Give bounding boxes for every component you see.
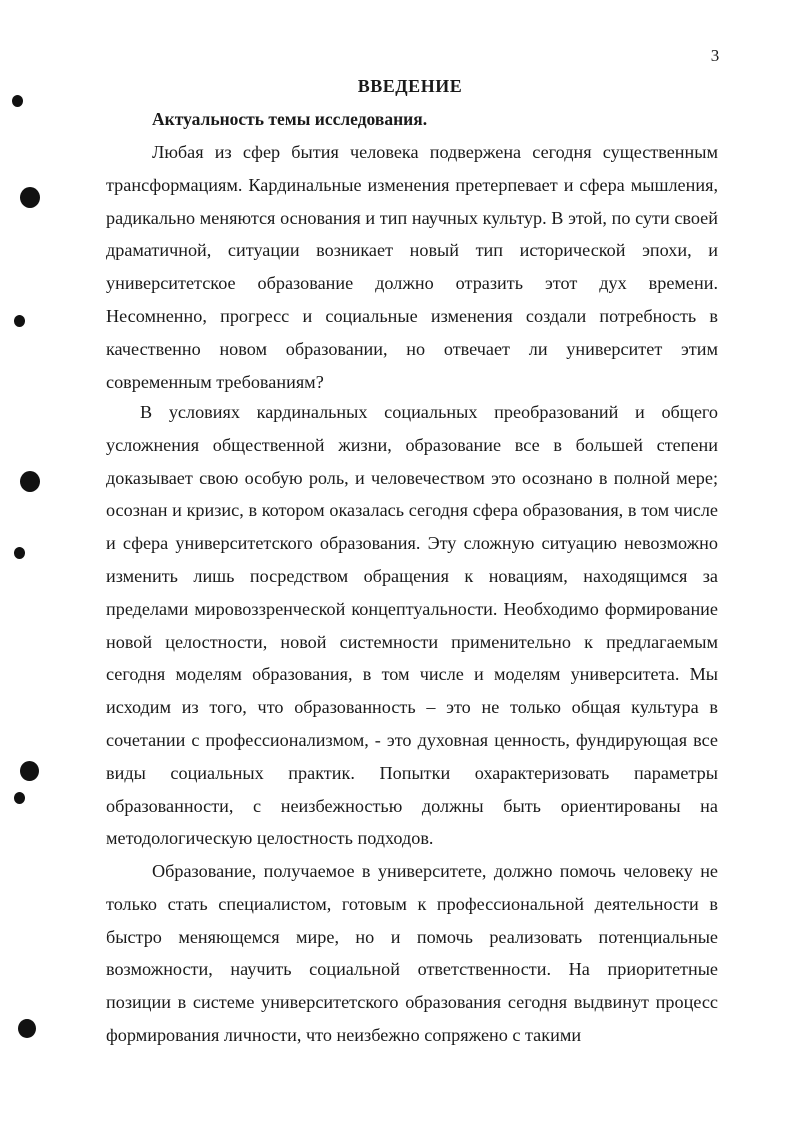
punch-hole-mark [14,315,25,327]
punch-hole-mark [14,792,25,804]
page-number: 3 [710,46,720,65]
punch-hole-mark [20,187,40,208]
punch-hole-mark [18,1019,36,1038]
punch-hole-mark [14,547,25,559]
page-title: ВВЕДЕНИЕ [357,76,463,96]
paragraph-3: Образование, получаемое в университете, должно помочь человеку не только стать специалистом, готовым к профессиональной деятельности в быстро меняющемся мире, но и помочь реализовать потенциальные возможности, научить социальной ответственности. На приоритетные позиции в системе университетского образования сегодня выдвинут процесс формирования личности, что неизбежно сопряжено с такими [106,861,718,1045]
paragraph-2: В условиях кардинальных социальных преобразований и общего усложнения общественной жизни, образование все в большей степени доказывает свою особую роль, и человечеством это осознано в полной мере; осознан и кризис, в котором оказалась сегодня сфера образования, в том числе и сфера университетского образования. Эту сложную ситуацию невозможно изменить лишь посредством обращения к новациям, находящимся за пределами мировоззренческой концептуальности. Необходимо формирование новой целостности, новой системности применительно к предлагаемым сегодня моделям образования, в том числе и моделям университета. Мы исходим из того, что образованность – это не только общая культура в сочетании с профессионализмом, - это духовная ценность, фундирующая все виды социальных практик. Попытки охарактеризовать параметры образованности, с неизбежностью должны быть ориентированы на методологическую целостность подходов. [106,402,718,849]
punch-hole-mark [12,95,23,107]
punch-hole-mark [20,761,39,781]
section-subtitle: Актуальность темы исследования. [152,109,428,129]
punch-hole-mark [20,471,40,492]
paragraph-1: Любая из сфер бытия человека подвержена сегодня существенным трансформациям. Кардинальные изменения претерпевает и сфера мышления, радикально меняются основания и тип научных культур. В этой, по сути своей драматичной, ситуации возникает новый тип исторической эпохи, и университетское образование должно отразить этот дух времени. Несомненно, прогресс и социальные изменения создали потребность в качественно новом образовании, но отвечает ли университет этим современным требованиям? [106,142,718,392]
